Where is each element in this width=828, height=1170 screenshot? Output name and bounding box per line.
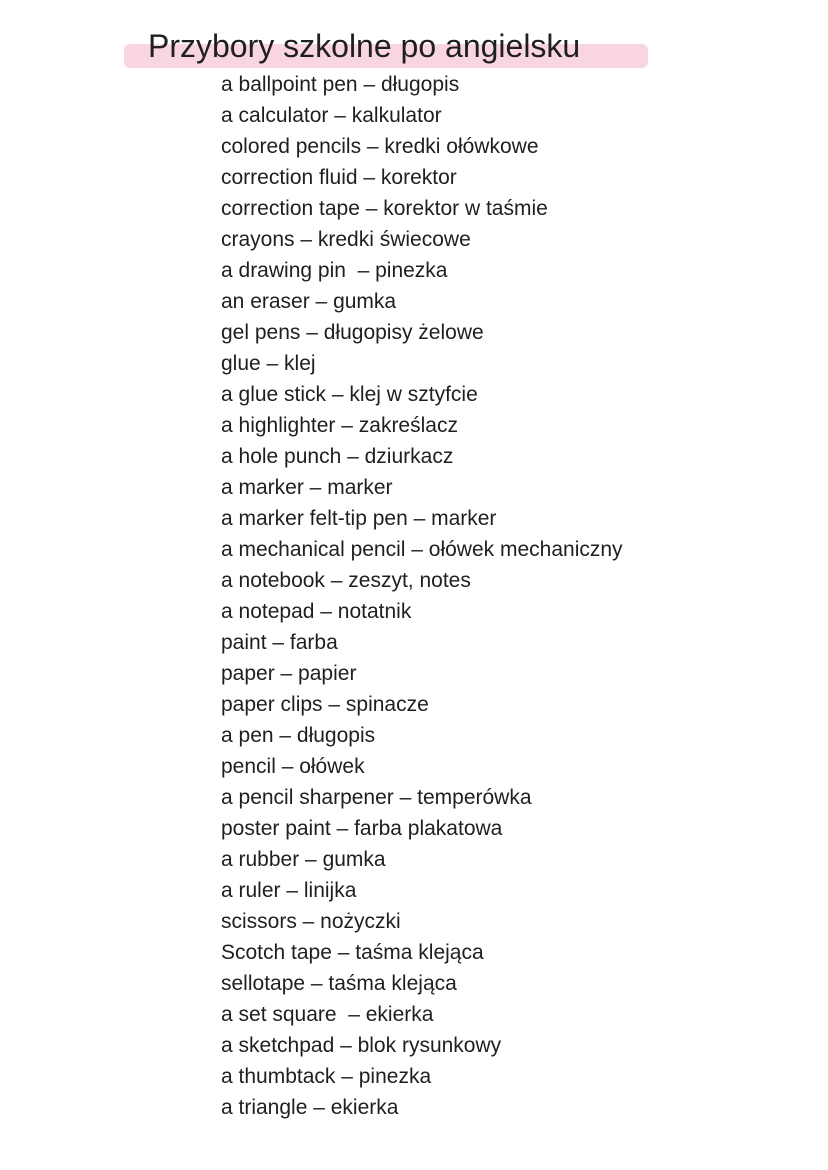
list-item: a mechanical pencil – ołówek mechaniczny — [221, 538, 623, 561]
list-item: a notepad – notatnik — [221, 600, 412, 623]
list-item: a ruler – linijka — [221, 879, 357, 902]
list-item: colored pencils – kredki ołówkowe — [221, 135, 539, 158]
list-item: crayons – kredki świecowe — [221, 228, 471, 251]
list-item: a triangle – ekierka — [221, 1096, 399, 1119]
list-item: glue – klej — [221, 352, 316, 375]
list-item: a marker felt-tip pen – marker — [221, 507, 497, 530]
list-item: a sketchpad – blok rysunkowy — [221, 1034, 502, 1057]
list-item: correction fluid – korektor — [221, 166, 457, 189]
list-item: a highlighter – zakreślacz — [221, 414, 458, 437]
list-item: a calculator – kalkulator — [221, 104, 442, 127]
list-item: a notebook – zeszyt, notes — [221, 569, 471, 592]
list-item: a pen – długopis — [221, 724, 376, 747]
list-item: paper clips – spinacze — [221, 693, 429, 716]
page-title-block — [124, 22, 650, 74]
list-item: an eraser – gumka — [221, 290, 397, 313]
list-item: correction tape – korektor w taśmie — [221, 197, 548, 220]
list-item: a glue stick – klej w sztyfcie — [221, 383, 478, 406]
list-item: pencil – ołówek — [221, 755, 365, 778]
list-item: a ballpoint pen – długopis — [221, 73, 460, 96]
list-item: paper – papier — [221, 662, 357, 685]
list-item: a thumbtack – pinezka — [221, 1065, 432, 1088]
list-item: a marker – marker — [221, 476, 393, 499]
list-item: gel pens – długopisy żelowe — [221, 321, 484, 344]
list-item: poster paint – farba plakatowa — [221, 817, 503, 840]
list-item: paint – farba — [221, 631, 338, 654]
list-item: a set square – ekierka — [221, 1003, 434, 1026]
vocabulary-list — [221, 69, 623, 1123]
list-item: Scotch tape – taśma klejąca — [221, 941, 484, 964]
list-item: a hole punch – dziurkacz — [221, 445, 454, 468]
list-item: a drawing pin – pinezka — [221, 259, 448, 282]
list-item: a rubber – gumka — [221, 848, 386, 871]
list-item: scissors – nożyczki — [221, 910, 401, 933]
list-item: sellotape – taśma klejąca — [221, 972, 457, 995]
page-title: Przybory szkolne po angielsku — [148, 28, 581, 64]
list-item: a pencil sharpener – temperówka — [221, 786, 532, 809]
